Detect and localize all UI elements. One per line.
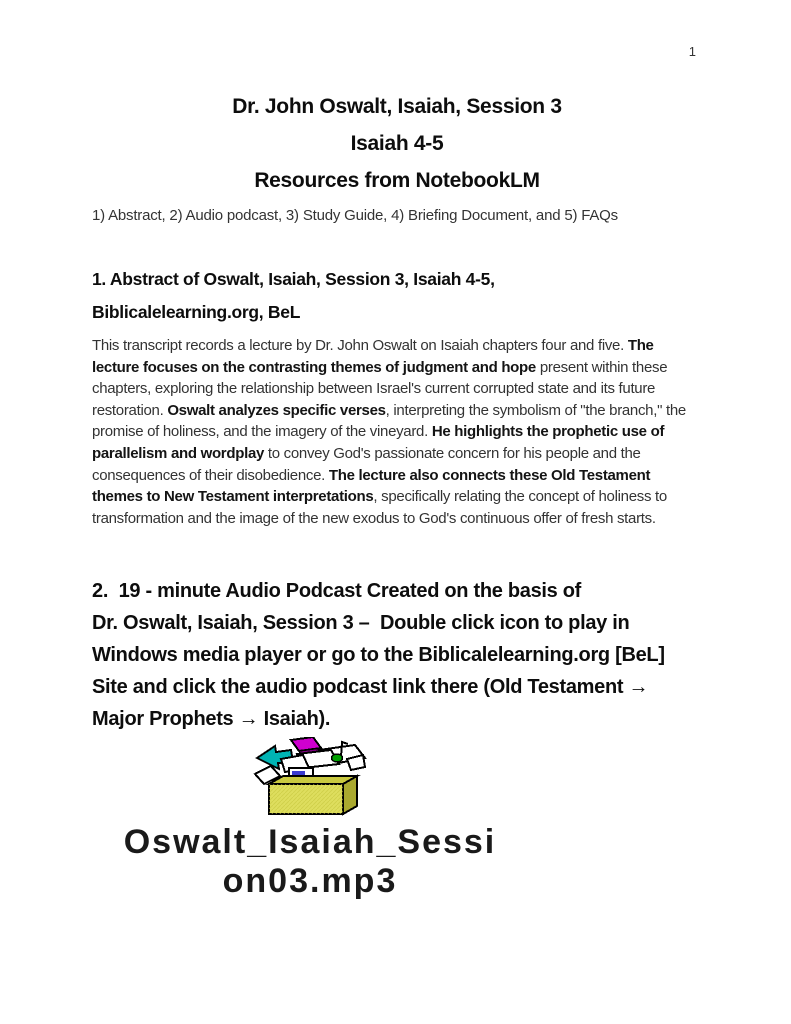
page-content	[0, 88, 791, 901]
title-line-3: Resources from NotebookLM	[254, 169, 540, 192]
podcast-heading-line-4: Site and click the audio podcast link there (Old Testament →	[92, 676, 649, 699]
podcast-section-heading	[92, 575, 702, 735]
page-number: 1	[688, 44, 696, 59]
media-clip-icon[interactable]	[253, 737, 368, 816]
abstract-heading-line-1: 1. Abstract of Oswalt, Isaiah, Session 3, Isaiah 4-5,	[92, 269, 495, 289]
abstract-paragraph: This transcript records a lecture by Dr. John Oswalt on Isaiah chapters four and five. The lecture focuses on the contrasting themes of judgment and hope present within these chapters, exploring the relationship between Israel's current corrupted state and its future restoration. Oswalt analyzes specific verses, interpreting the symbolism of "the branch," the promise of holiness, and the imagery of the vineyard. He highlights the prophetic use of parallelism and wordplay to convey God's passionate concern for his people and the consequences of their disobedience. The lecture also connects these Old Testament themes to New Testament interpretations, specifically relating the concept of holiness to transformation and the image of the new exodus to God's continuous offer of fresh starts.	[92, 337, 686, 527]
podcast-heading-line-1: 2. 19 - minute Audio Podcast Created on the basis of	[92, 580, 582, 603]
contents-list-line: 1) Abstract, 2) Audio podcast, 3) Study Guide, 4) Briefing Document, and 5) FAQs	[92, 207, 618, 224]
abstract-heading-line-2: Biblicalelearning.org, BeL	[92, 302, 301, 322]
title-line-1: Dr. John Oswalt, Isaiah, Session 3	[232, 95, 562, 118]
podcast-heading-line-5: Major Prophets → Isaiah).	[92, 708, 331, 731]
audio-filename-line-1: Oswalt_Isaiah_Sessi	[123, 823, 497, 862]
document-title	[92, 88, 702, 199]
embedded-audio-object[interactable]	[92, 737, 528, 901]
podcast-heading-line-2: Dr. Oswalt, Isaiah, Session 3 – Double click icon to play in	[92, 612, 630, 635]
abstract-section-heading	[92, 263, 702, 329]
audio-filename	[92, 823, 528, 901]
title-line-2: Isaiah 4-5	[350, 132, 444, 155]
podcast-heading-line-3: Windows media player or go to the Biblicalelearning.org [BeL]	[92, 644, 665, 667]
audio-filename-line-2: on03.mp3	[222, 862, 398, 901]
